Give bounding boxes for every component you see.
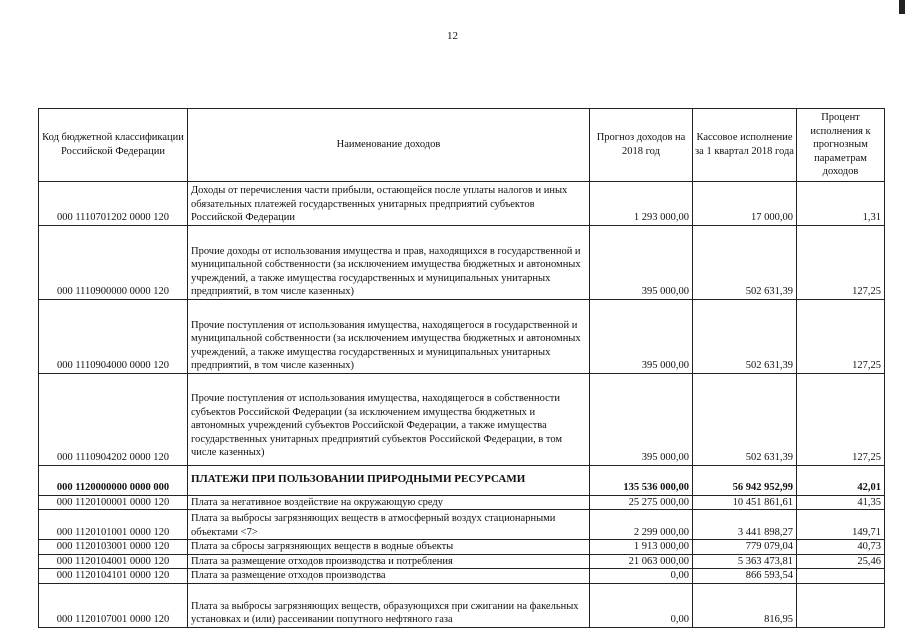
row-name: Плата за сбросы загрязняющих веществ в водные объекты <box>188 540 590 555</box>
row-code: 000 1110701202 0000 120 <box>39 181 188 225</box>
row-percent: 25,46 <box>797 554 885 569</box>
row-percent: 41,35 <box>797 495 885 510</box>
page-number: 12 <box>447 30 458 42</box>
table-row <box>39 569 885 584</box>
row-name: Плата за размещение отходов производства и потребления <box>188 554 590 569</box>
table-row <box>39 554 885 569</box>
row-name: ПЛАТЕЖИ ПРИ ПОЛЬЗОВАНИИ ПРИРОДНЫМИ РЕСУРСАМИ <box>188 465 590 495</box>
row-cash: 502 631,39 <box>693 373 797 465</box>
row-cash: 10 451 861,61 <box>693 495 797 510</box>
row-cash: 502 631,39 <box>693 299 797 373</box>
row-code: 000 1120000000 0000 000 <box>39 465 188 495</box>
row-name: Плата за выбросы загрязняющих веществ в атмосферный воздух стационарными объектами <7> <box>188 510 590 540</box>
header-cash: Кассовое исполнение за 1 квартал 2018 года <box>693 109 797 182</box>
row-forecast: 1 913 000,00 <box>590 540 693 555</box>
row-cash: 816,95 <box>693 583 797 627</box>
table-header-row <box>39 109 885 182</box>
row-percent: 1,31 <box>797 181 885 225</box>
header-name: Наименование доходов <box>188 109 590 182</box>
row-percent: 42,01 <box>797 465 885 495</box>
row-name: Прочие поступления от использования имущества, находящегося в собственности субъектов Российской Федерации (за исключением имущества бюджетных и автономных учреждений субъектов Российской Федерации, а также имущества государственных унитарных предприятий субъектов Российской Федерации, в том числе казенных) <box>188 373 590 465</box>
row-forecast: 135 536 000,00 <box>590 465 693 495</box>
table-row <box>39 299 885 373</box>
row-forecast: 2 299 000,00 <box>590 510 693 540</box>
row-code: 000 1120104101 0000 120 <box>39 569 188 584</box>
row-code: 000 1110900000 0000 120 <box>39 225 188 299</box>
row-cash: 502 631,39 <box>693 225 797 299</box>
row-code: 000 1120100001 0000 120 <box>39 495 188 510</box>
row-name: Прочие поступления от использования имущества, находящегося в государственной и муниципальной собственности (за исключением имущества бюджетных и автономных учреждений, а также имущества государственных и муниципальных унитарных предприятий, в том числе казенных) <box>188 299 590 373</box>
row-forecast: 0,00 <box>590 583 693 627</box>
table-row <box>39 540 885 555</box>
row-percent <box>797 569 885 584</box>
header-forecast: Прогноз доходов на 2018 год <box>590 109 693 182</box>
row-code: 000 1110904000 0000 120 <box>39 299 188 373</box>
budget-table <box>38 108 885 628</box>
row-percent <box>797 583 885 627</box>
table-row <box>39 225 885 299</box>
table-row <box>39 373 885 465</box>
row-cash: 56 942 952,99 <box>693 465 797 495</box>
row-name: Плата за негативное воздействие на окружающую среду <box>188 495 590 510</box>
row-name: Прочие доходы от использования имущества и прав, находящихся в государственной и муниципальной собственности (за исключением имущества бюджетных и автономных учреждений, а также имущества государственных и муниципальных унитарных предприятий, в том числе казенных) <box>188 225 590 299</box>
row-name: Плата за размещение отходов производства <box>188 569 590 584</box>
row-cash: 779 079,04 <box>693 540 797 555</box>
row-forecast: 395 000,00 <box>590 373 693 465</box>
row-forecast: 25 275 000,00 <box>590 495 693 510</box>
row-forecast: 1 293 000,00 <box>590 181 693 225</box>
row-percent: 127,25 <box>797 225 885 299</box>
row-percent: 40,73 <box>797 540 885 555</box>
row-cash: 3 441 898,27 <box>693 510 797 540</box>
row-name: Доходы от перечисления части прибыли, остающейся после уплаты налогов и иных обязательных платежей государственных унитарных предприятий субъектов Российской Федерации <box>188 181 590 225</box>
table-row <box>39 510 885 540</box>
row-forecast: 395 000,00 <box>590 299 693 373</box>
table-row-section <box>39 465 885 495</box>
row-percent: 127,25 <box>797 299 885 373</box>
row-code: 000 1120107001 0000 120 <box>39 583 188 627</box>
row-cash: 17 000,00 <box>693 181 797 225</box>
row-percent: 127,25 <box>797 373 885 465</box>
row-code: 000 1120101001 0000 120 <box>39 510 188 540</box>
header-percent: Процент исполнения к прогнозным параметрам доходов <box>797 109 885 182</box>
table-row <box>39 181 885 225</box>
row-code: 000 1120103001 0000 120 <box>39 540 188 555</box>
header-code: Код бюджетной классификации Российской Федерации <box>39 109 188 182</box>
row-forecast: 395 000,00 <box>590 225 693 299</box>
table-row <box>39 583 885 627</box>
row-name: Плата за выбросы загрязняющих веществ, образующихся при сжигании на факельных установках и (или) рассеивании попутного нефтяного газа <box>188 583 590 627</box>
row-code: 000 1110904202 0000 120 <box>39 373 188 465</box>
row-cash: 866 593,54 <box>693 569 797 584</box>
row-cash: 5 363 473,81 <box>693 554 797 569</box>
row-code: 000 1120104001 0000 120 <box>39 554 188 569</box>
corner-mark <box>899 0 905 14</box>
row-forecast: 21 063 000,00 <box>590 554 693 569</box>
row-forecast: 0,00 <box>590 569 693 584</box>
row-percent: 149,71 <box>797 510 885 540</box>
table-row <box>39 495 885 510</box>
